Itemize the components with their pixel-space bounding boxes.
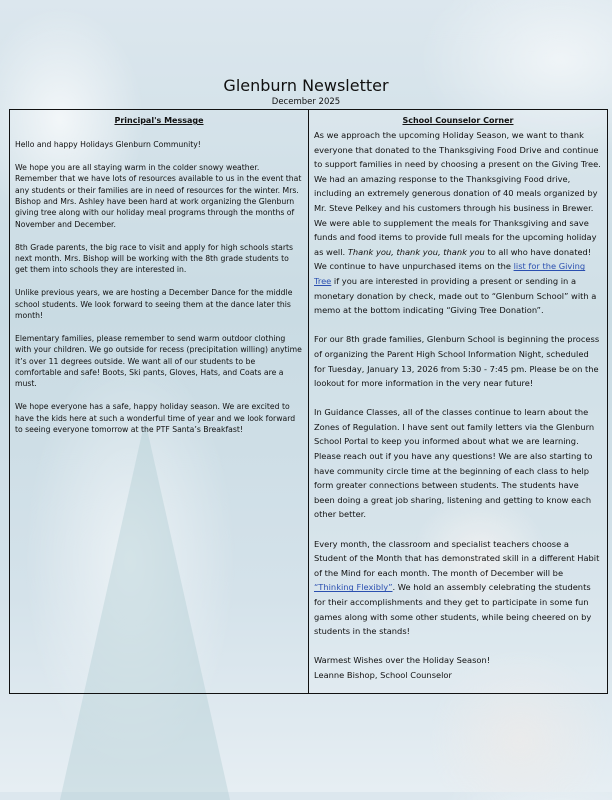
principal-message-column xyxy=(10,110,309,693)
text: Every month, the classroom and specialist teachers choose a Student of the Month that has demonstrated skill in a different Habit of the Mind for each month. The month of December will be xyxy=(314,538,600,578)
principal-paragraph: Hello and happy Holidays Glenburn Community! xyxy=(15,140,201,149)
counselor-paragraph: For our 8th grade families, Glenburn School is beginning the process of organizing the Parent High School Information Night, scheduled for Tuesday, January 13, 2026 from 5:30 - 7:45 pm. Please be on the lookout for more information in the very near future! xyxy=(314,334,600,389)
principal-paragraph: We hope everyone has a safe, happy holiday season. We are excited to have the kids here at such a wonderful time of year and we look forward to seeing everyone tomorrow at the PTF Santa’s Breakfast! xyxy=(15,402,296,435)
thinking-flexibly-link[interactable]: “Thinking Flexibly” xyxy=(314,582,393,593)
newsletter-table xyxy=(9,109,608,694)
counselor-paragraph xyxy=(314,128,602,318)
counselor-heading: School Counselor Corner xyxy=(402,116,514,125)
counselor-corner-column xyxy=(309,110,607,693)
thanks-text: Thank you, thank you, thank you xyxy=(347,246,485,257)
principal-paragraph: 8th Grade parents, the big race to visit and apply for high schools starts next month. Mrs. Bishop will be working with the 8th grade students to get them into schools they are interested in. xyxy=(15,242,294,275)
principal-paragraph: Unlike previous years, we are hosting a December Dance for the middle school students. We look forward to seeing them at the dance later this month! xyxy=(15,288,293,321)
newsletter-title: Glenburn Newsletter xyxy=(223,76,389,95)
principal-paragraph: We hope you are all staying warm in the colder snowy weather. Remember that we have lots of resources available to us in the event that any students or their families are in need of resources for the winter. Mrs. Bishop and Mrs. Ashley have been hard at work organizing the Glenburn giving tree along with our holiday meal programs through the months of November and December. xyxy=(15,162,302,229)
newsletter-date: December 2025 xyxy=(271,97,341,107)
text: As we approach the upcoming Holiday Season, we want to thank everyone that donated to the Thanksgiving Food Drive and continue to support families in need by choosing a present on the Giving Tree. We had an amazing response to the Thanksgiving Food drive, including an extremely generous donation of 40 meals organized by Mr. Steve Pelkey and his customers through his business in Brewer. We were able to supplement the meals for Thanksgiving and save funds and food items to provide full meals for the upcoming holiday as well. xyxy=(314,130,601,257)
signature: Leanne Bishop, School Counselor xyxy=(314,669,452,680)
principal-paragraph: Elementary families, please remember to send warm outdoor clothing with your children. We go outside for recess (precipitation willing) anytime it’s over 11 degrees outside. We want all of our students to be comfortable and safe! Boots, Ski pants, Gloves, Hats, and Coats are a must. xyxy=(15,333,302,389)
closing: Warmest Wishes over the Holiday Season! xyxy=(314,655,491,666)
counselor-paragraph xyxy=(314,537,602,639)
text: to all who have donated! We continue to have unpurchased items on the xyxy=(314,246,592,272)
counselor-paragraph: In Guidance Classes, all of the classes continue to learn about the Zones of Regulation. I have sent out family letters via the Glenburn School Portal to keep you informed about what we are learning. Please reach out if you have any questions! We are also starting to have community circle time at the beginning of each class to help form greater connections between students. The students have been doing a great job sharing, listening and getting to know each other better. xyxy=(314,407,595,520)
principal-heading: Principal's Message xyxy=(114,116,204,125)
text: if you are interested in providing a present or sending in a monetary donation by check, made out to “Glenburn School” with a memo at the bottom indicating “Giving Tree Donation”. xyxy=(314,275,597,316)
giving-tree-list-link[interactable]: list for the Giving Tree xyxy=(314,261,586,286)
text: . We hold an assembly celebrating the students for their accomplishments and they get to participate in some fun games along with some other students, while being cheered on by students in the stands! xyxy=(314,582,592,637)
